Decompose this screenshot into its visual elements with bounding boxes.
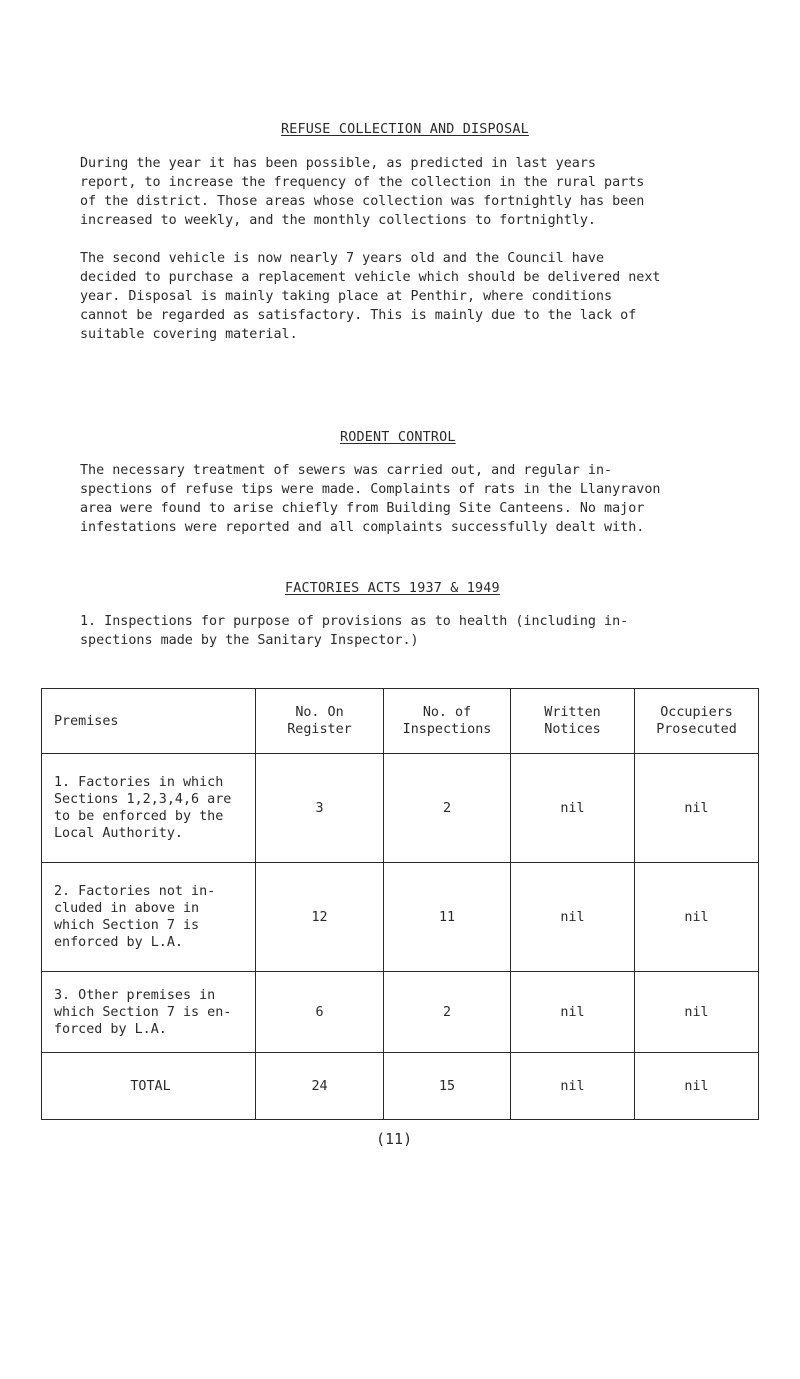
column-header-register: No. On Register <box>256 689 384 754</box>
notices-cell: nil <box>511 863 635 972</box>
table-row <box>42 863 759 972</box>
factories-intro: 1. Inspections for purpose of provisions as to health (including in- spections made by the Sanitary Inspector.) <box>80 614 629 648</box>
total-notices-cell: nil <box>511 1053 635 1120</box>
rodent-heading: RODENT CONTROL <box>340 430 456 445</box>
table-total-row <box>42 1053 759 1120</box>
inspections-cell: 2 <box>384 972 511 1053</box>
refuse-paragraph-1: During the year it has been possible, as predicted in last years report, to increase the frequency of the collection in the rural parts of the district. Those areas whose collection was fortnightly has been increased to weekly, and the monthly collections to fortnightly. <box>80 156 645 228</box>
premises-cell: 3. Other premises in which Section 7 is en- forced by L.A. <box>42 972 256 1053</box>
refuse-heading: REFUSE COLLECTION AND DISPOSAL <box>281 122 529 137</box>
table-row <box>42 972 759 1053</box>
total-label-cell: TOTAL <box>42 1053 256 1120</box>
register-cell: 6 <box>256 972 384 1053</box>
premises-cell: 2. Factories not in- cluded in above in which Section 7 is enforced by L.A. <box>42 863 256 972</box>
page-number: (11) <box>376 1130 413 1148</box>
total-register-cell: 24 <box>256 1053 384 1120</box>
total-inspections-cell: 15 <box>384 1053 511 1120</box>
register-cell: 3 <box>256 754 384 863</box>
column-header-inspections: No. of Inspections <box>384 689 511 754</box>
register-cell: 12 <box>256 863 384 972</box>
refuse-paragraph-2: The second vehicle is now nearly 7 years old and the Council have decided to purchase a replacement vehicle which should be delivered next year. Disposal is mainly taking place at Penthir, where conditions cannot be regarded as satisfactory. This is mainly due to the lack of suitable covering material. <box>80 251 661 342</box>
column-header-notices: Written Notices <box>511 689 635 754</box>
rodent-paragraph: The necessary treatment of sewers was carried out, and regular in- spections of refuse tips were made. Complaints of rats in the Llanyravon area were found to arise chiefly from Building Site Canteens. No major infestations were reported and all complaints successfully dealt with. <box>80 463 661 535</box>
prosecuted-cell: nil <box>635 754 759 863</box>
prosecuted-cell: nil <box>635 972 759 1053</box>
column-header-prosecuted: Occupiers Prosecuted <box>635 689 759 754</box>
inspections-cell: 2 <box>384 754 511 863</box>
factories-inspection-table <box>41 688 759 1120</box>
table-header-row <box>42 689 759 754</box>
total-prosecuted-cell: nil <box>635 1053 759 1120</box>
column-header-premises: Premises <box>42 689 256 754</box>
notices-cell: nil <box>511 972 635 1053</box>
premises-cell: 1. Factories in which Sections 1,2,3,4,6 are to be enforced by the Local Authority. <box>42 754 256 863</box>
factories-heading: FACTORIES ACTS 1937 & 1949 <box>285 581 500 596</box>
notices-cell: nil <box>511 754 635 863</box>
inspections-cell: 11 <box>384 863 511 972</box>
table-row <box>42 754 759 863</box>
prosecuted-cell: nil <box>635 863 759 972</box>
